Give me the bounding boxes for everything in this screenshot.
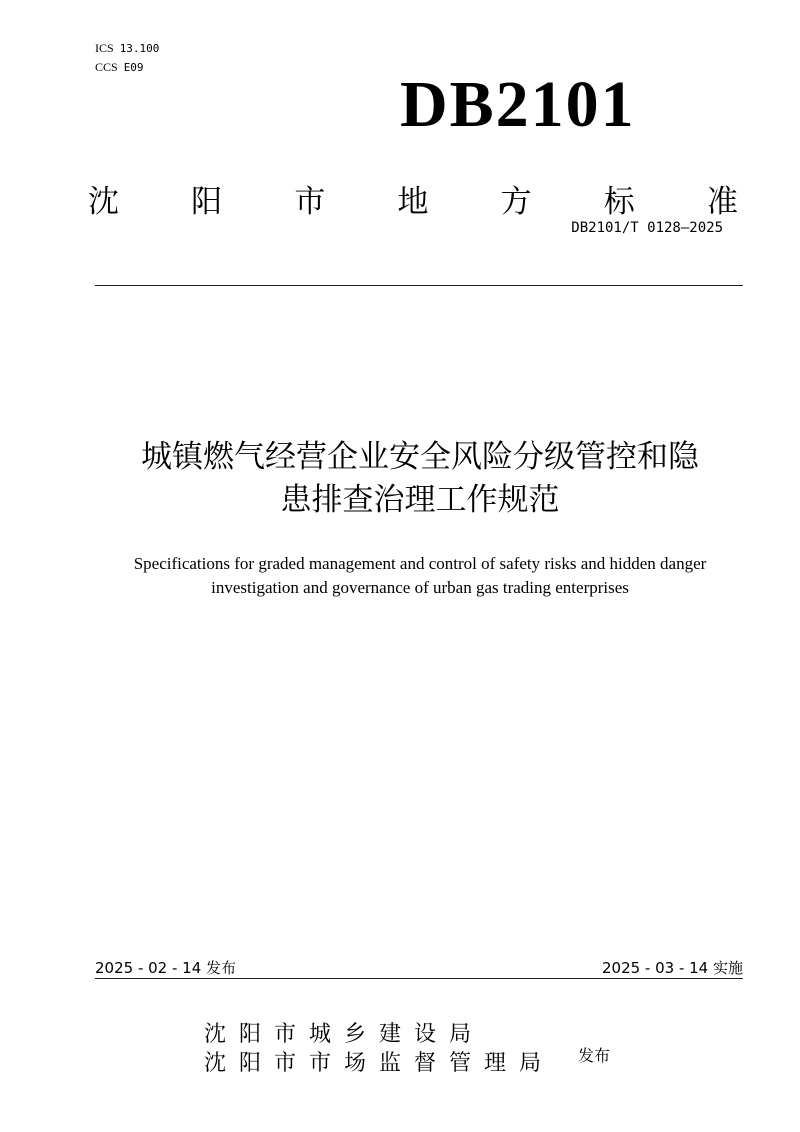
ccs-label: CCS	[95, 60, 118, 74]
english-title-line-1: Specifications for graded management and control of safety risks and hidden danger	[133, 554, 707, 573]
standard-type	[88, 183, 738, 221]
ics-label: ICS	[95, 41, 114, 55]
top-divider	[95, 285, 743, 286]
standard-number: DB2101/T 0128—2025	[571, 220, 723, 236]
issuer-2: 沈阳市市场监督管理局	[204, 1051, 555, 1076]
ccs-value: E09	[123, 61, 144, 74]
bottom-divider	[95, 978, 743, 979]
standard-type-char: 沈	[88, 184, 119, 220]
issuing-authorities	[204, 1020, 554, 1078]
standard-type-char: 方	[500, 184, 532, 220]
implement-date: 2025 - 03 - 14 实施	[601, 959, 743, 977]
issue-label: 发布	[578, 1046, 611, 1065]
ics-line	[95, 39, 159, 58]
chinese-title-line-1: 城镇燃气经营企业安全风险分级管控和隐	[141, 439, 699, 475]
standard-type-char: 标	[603, 184, 635, 220]
standard-type-char: 阳	[191, 184, 223, 220]
chinese-title-line-2: 患排查治理工作规范	[280, 482, 560, 518]
standard-type-char: 准	[706, 184, 738, 220]
classification-codes	[95, 39, 159, 77]
standard-type-char: 地	[397, 184, 429, 220]
publish-date: 2025 - 02 - 14 发布	[95, 959, 237, 977]
standard-type-char: 市	[294, 184, 326, 220]
english-title-line-2: investigation and governance of urban gas trading enterprises	[211, 578, 629, 597]
ccs-line	[95, 58, 159, 77]
english-title	[80, 552, 760, 600]
standard-logo: DB2101	[400, 68, 636, 141]
issuer-1: 沈阳市城乡建设局	[204, 1022, 485, 1047]
chinese-title	[90, 436, 750, 522]
ics-value: 13.100	[119, 42, 160, 55]
